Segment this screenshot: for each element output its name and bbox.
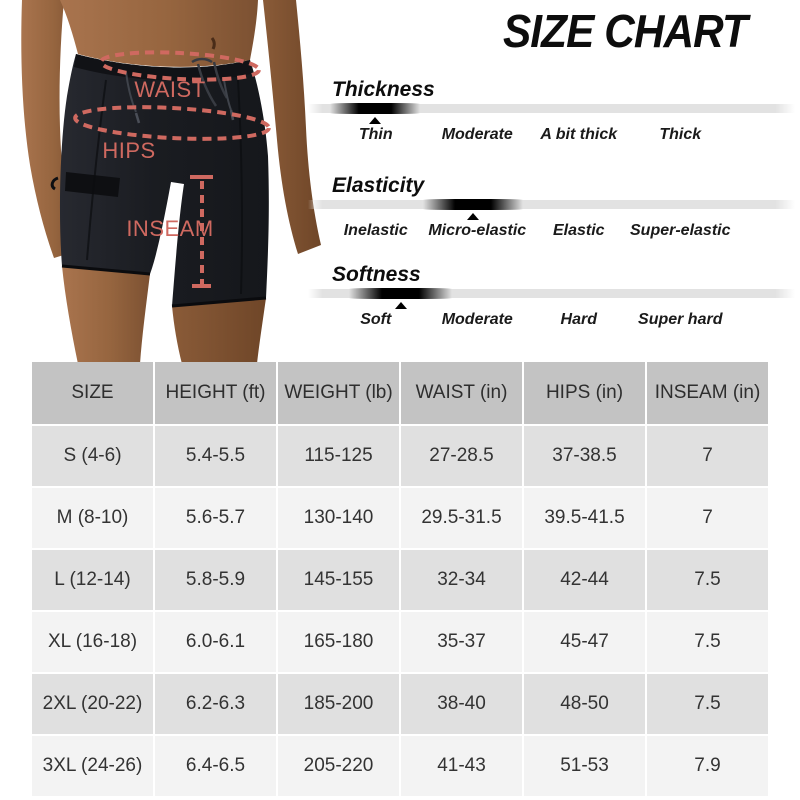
table-cell: 27-28.5 <box>401 426 522 486</box>
column-header-size: SIZE <box>32 362 153 424</box>
scale-level-label: Micro-elastic <box>428 222 527 239</box>
scale-level-label: Super hard <box>638 311 723 328</box>
scale-level-label: Moderate <box>441 311 513 328</box>
table-cell: 5.4-5.5 <box>155 426 276 486</box>
scale-levels <box>325 222 731 240</box>
size-table <box>30 360 770 798</box>
softness-scale <box>308 263 795 335</box>
table-row <box>32 736 768 796</box>
table-cell: XL (16-18) <box>32 612 153 672</box>
table-row <box>32 426 768 486</box>
scale-level-label: A bit thick <box>540 126 618 143</box>
table-cell: 185-200 <box>278 674 399 734</box>
column-header-height: HEIGHT (ft) <box>155 362 276 424</box>
scale-bar <box>308 200 795 209</box>
table-header-row <box>32 362 768 424</box>
scale-level-label: Moderate <box>441 126 513 143</box>
table-cell: 205-220 <box>278 736 399 796</box>
marker-triangle-icon <box>369 117 381 124</box>
inseam-annotation-label: INSEAM <box>126 216 214 241</box>
hips-annotation-label: HIPS <box>102 138 156 163</box>
table-cell: 35-37 <box>401 612 522 672</box>
column-header-hips: HIPS (in) <box>524 362 645 424</box>
scale-level-label: Thin <box>358 126 393 143</box>
table-cell: 115-125 <box>278 426 399 486</box>
table-cell: 45-47 <box>524 612 645 672</box>
table-cell: 39.5-41.5 <box>524 488 645 548</box>
scale-title: Elasticity <box>332 174 425 197</box>
scale-level-label: Soft <box>360 311 392 328</box>
scale-levels <box>325 126 731 144</box>
table-cell: 48-50 <box>524 674 645 734</box>
scale-bar <box>308 289 795 298</box>
table-cell: 37-38.5 <box>524 426 645 486</box>
model-illustration <box>0 0 330 364</box>
column-header-waist: WAIST (in) <box>401 362 522 424</box>
table-cell: 3XL (24-26) <box>32 736 153 796</box>
table-cell: 5.6-5.7 <box>155 488 276 548</box>
scale-level-label: Elastic <box>552 222 605 239</box>
scale-level-label: Hard <box>560 311 597 328</box>
table-row <box>32 674 768 734</box>
table-cell: 42-44 <box>524 550 645 610</box>
marker-triangle-icon <box>467 213 479 220</box>
scale-level-label: Thick <box>659 126 702 143</box>
table-cell: 7.5 <box>647 550 768 610</box>
table-cell: L (12-14) <box>32 550 153 610</box>
table-cell: 165-180 <box>278 612 399 672</box>
table-cell: 7.5 <box>647 612 768 672</box>
scale-level-label: Inelastic <box>343 222 408 239</box>
scale-highlight <box>349 288 451 299</box>
waist-annotation-label: WAIST <box>134 77 206 102</box>
right-leg <box>172 298 266 364</box>
marker-triangle-icon <box>395 302 407 309</box>
table-cell: 51-53 <box>524 736 645 796</box>
table-cell: 2XL (20-22) <box>32 674 153 734</box>
table-cell: 6.2-6.3 <box>155 674 276 734</box>
table-row <box>32 488 768 548</box>
table-cell: S (4-6) <box>32 426 153 486</box>
product-photo <box>0 0 330 364</box>
elasticity-scale <box>308 174 795 246</box>
table-cell: 6.4-6.5 <box>155 736 276 796</box>
table-cell: 7 <box>647 488 768 548</box>
table-cell: 145-155 <box>278 550 399 610</box>
scale-title: Softness <box>332 263 421 286</box>
table-cell: 38-40 <box>401 674 522 734</box>
table-cell: 32-34 <box>401 550 522 610</box>
table-cell: 41-43 <box>401 736 522 796</box>
scale-title: Thickness <box>332 78 435 101</box>
table-cell: 7 <box>647 426 768 486</box>
table-cell: 29.5-31.5 <box>401 488 522 548</box>
thickness-scale <box>308 78 795 150</box>
scale-highlight <box>330 103 420 114</box>
column-header-weight: WEIGHT (lb) <box>278 362 399 424</box>
left-leg <box>62 266 150 364</box>
table-row <box>32 612 768 672</box>
table-row <box>32 550 768 610</box>
scale-bar <box>308 104 795 113</box>
table-cell: 5.8-5.9 <box>155 550 276 610</box>
table-cell: 130-140 <box>278 488 399 548</box>
table-cell: 7.9 <box>647 736 768 796</box>
column-header-inseam: INSEAM (in) <box>647 362 768 424</box>
scale-levels <box>325 311 731 329</box>
table-cell: 6.0-6.1 <box>155 612 276 672</box>
page-title: SIZE CHART <box>503 5 747 57</box>
scale-level-label: Super-elastic <box>630 222 731 239</box>
table-cell: M (8-10) <box>32 488 153 548</box>
scale-highlight <box>423 199 523 210</box>
table-cell: 7.5 <box>647 674 768 734</box>
